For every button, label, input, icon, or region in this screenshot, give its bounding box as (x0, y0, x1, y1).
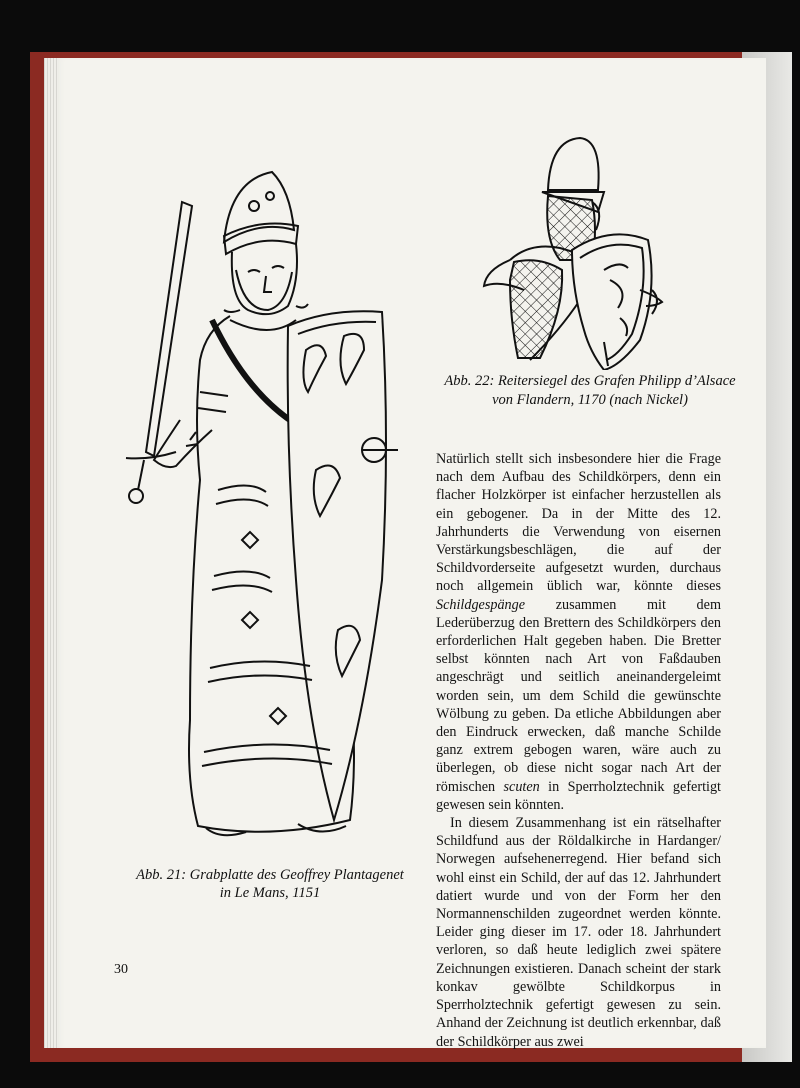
body-text-column (436, 450, 721, 1051)
figure-21-caption (120, 866, 420, 902)
paragraph-1: Natürlich stellt sich insbesondere hier die Frage nach dem Aufbau des Schildkörpers, denn ein flacher Holzkörper ist einfacher herzustellen als ein gebogener. Da in der Mitte des 12. Jahrhunderts die Verwendung von eisernen Verstärkungsbeschlägen, die auf der Schildvorderseite aufgesetzt wurden, durchaus noch allgemein üblich war, könnte dieses Schildgespänge zusammen mit dem Lederüberzug den Brettern des Schildkörpers den erforderlichen Halt gegeben haben. Die Bretter selbst könnten nach Art von Faßdauben angeschrägt und seitlich aneinandergeleimt worden sein, um dem Schild die gewünschte Wölbung zu geben. Da etliche Abbildungen aber den Eindruck erwecken, daß manche Schilde ganz extrem gebogen waren, wäre auch zu überlegen, ob diese nicht sogar nach Art der römischen scuten in Sperrholztechnik gefertigt gewesen sein könnten. (436, 451, 721, 813)
figure-22-seal-drawing (480, 130, 680, 370)
emphasis-scuten: scuten (503, 778, 540, 795)
figure-21-caption-line2: in Le Mans, 1151 (219, 885, 321, 901)
page-number: 30 (114, 962, 128, 977)
figure-22-caption (420, 372, 760, 410)
figure-21-caption-line1: Abb. 21: Grabplatte des Geoffrey Plantagenet (136, 867, 404, 883)
paragraph-2: In diesem Zusammenhang ist ein rätselhafter Schildfund aus der Röldalkirche in Hardanger/ Norwegen aufsehenerregend. Hier befand sich wohl einst ein Schild, der auf das 12. Jahrhundert datiert wurde und von der Form her den Normannenschilden zugeordnet werden könnte. Leider ging dieser im 17. oder 18. Jahrhundert verloren, so daß heute lediglich zwei spätere Zeichnungen existieren. Danach scheint der stark konkav gewölbte Schildkorpus in Sperrholztechnik gefertigt gewesen zu sein. Anhand der Zeichnung ist deutlich erkennbar, daß der Schildkörper aus zwei (436, 815, 721, 1050)
figure-21-effigy-drawing (120, 160, 410, 850)
figure-22-caption-line1: Abb. 22: Reitersiegel des Grafen Philipp d’Alsace (444, 373, 736, 389)
emphasis-schildgespaenge: Schildgespänge (436, 596, 526, 613)
figure-22-caption-line2: von Flandern, 1170 (nach Nickel) (492, 392, 688, 408)
page-stack-edge (44, 58, 58, 1048)
